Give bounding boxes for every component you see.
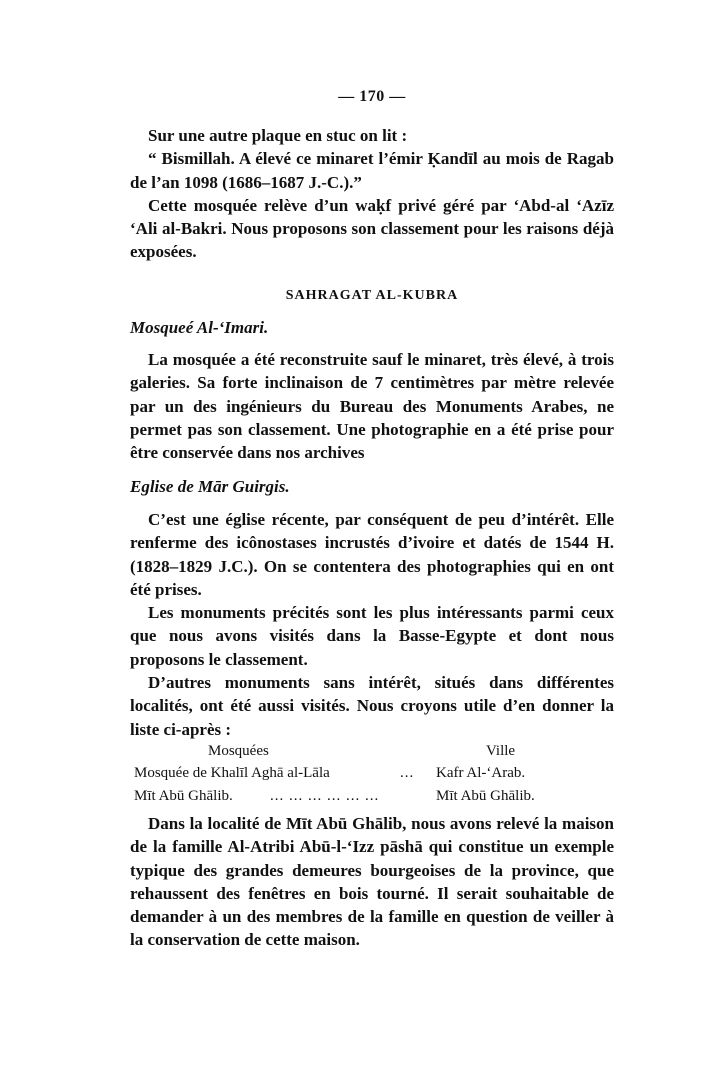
page-number: — 170 — <box>338 88 406 105</box>
church-title: Eglise de Mār Guirgis. <box>130 477 290 496</box>
table-header <box>130 740 614 762</box>
table-row <box>130 762 614 785</box>
table-row <box>130 785 614 808</box>
table-cell-city: Kafr Al-‘Arab. <box>436 765 526 781</box>
section-title: SAHRAGAT AL-KUBRA <box>285 288 459 303</box>
mosque-title: Mosqueé Al-‘Imari. <box>130 318 269 337</box>
monuments-table <box>130 740 614 808</box>
intro-paragraph: “ Bismillah. A élevé ce minaret l’émir Ḳandīl au mois de Ragab de l’an 1098 (1686–1687 J.-C.).” <box>130 149 614 192</box>
intro-paragraph: Cette mosquée relève d’un waḳf privé géré par ‘Abd-al ‘Azīz ‘Ali al-Bakri. Nous proposons son classement pour les raisons déjà exposées. <box>130 195 614 262</box>
table-cell-leader: ... <box>400 765 415 781</box>
table-cell-mosque: Mosquée de Khalīl Aghā al-Lāla <box>134 765 330 781</box>
table-header-city: Ville <box>486 743 516 759</box>
church-paragraph: Les monuments précités sont les plus intéressants parmi ceux que nous avons visités dans la Basse-Egypte et dont nous proposons le classement. <box>130 603 614 669</box>
table-header-mosques: Mosquées <box>208 743 269 759</box>
table-cell-city: Mīt Abū Ghālib. <box>436 788 535 804</box>
mosque-paragraph: La mosquée a été reconstruite sauf le minaret, très élevé, à trois galeries. Sa forte inclinaison de 7 centimètres par mètre relevée par un des ingénieurs du Bureau des Monuments Arabes, ne permet pas son classement. Une photographie en a été prise pour être conservée dans nos archives <box>130 350 614 463</box>
closing-paragraph: Dans la localité de Mīt Abū Ghālib, nous avons relevé la maison de la famille Al-Atribi Abū-l-‘Izz pāshā qui constitue un exemple typique des grandes demeures bourgeoises de la province, que rehaussent des fenêtres en bois tourné. Il serait souhaitable de demander à un des membres de la famille en question de veiller à la conservation de cette maison. <box>130 814 614 950</box>
church-block <box>130 508 614 741</box>
church-paragraph: C’est une église récente, par conséquent de peu d’intérêt. Elle renferme des icônostases incrustés d’ivoire et datés de 1544 H. (1828–1829 J.C.). On se contentera des photographies qui en ont été prises. <box>130 510 614 599</box>
table-cell-leader: ... ... ... ... ... ... <box>270 788 380 804</box>
church-paragraph: D’autres monuments sans intérêt, situés dans différentes localités, ont été aussi visités. Nous croyons utile d’en donner la liste ci-après : <box>130 673 614 739</box>
table-cell-mosque: Mīt Abū Ghālib. <box>134 788 233 804</box>
intro-block <box>130 124 614 264</box>
intro-paragraph: Sur une autre plaque en stuc on lit : <box>148 126 408 145</box>
closing-block <box>130 812 614 952</box>
mosque-block <box>130 348 614 464</box>
